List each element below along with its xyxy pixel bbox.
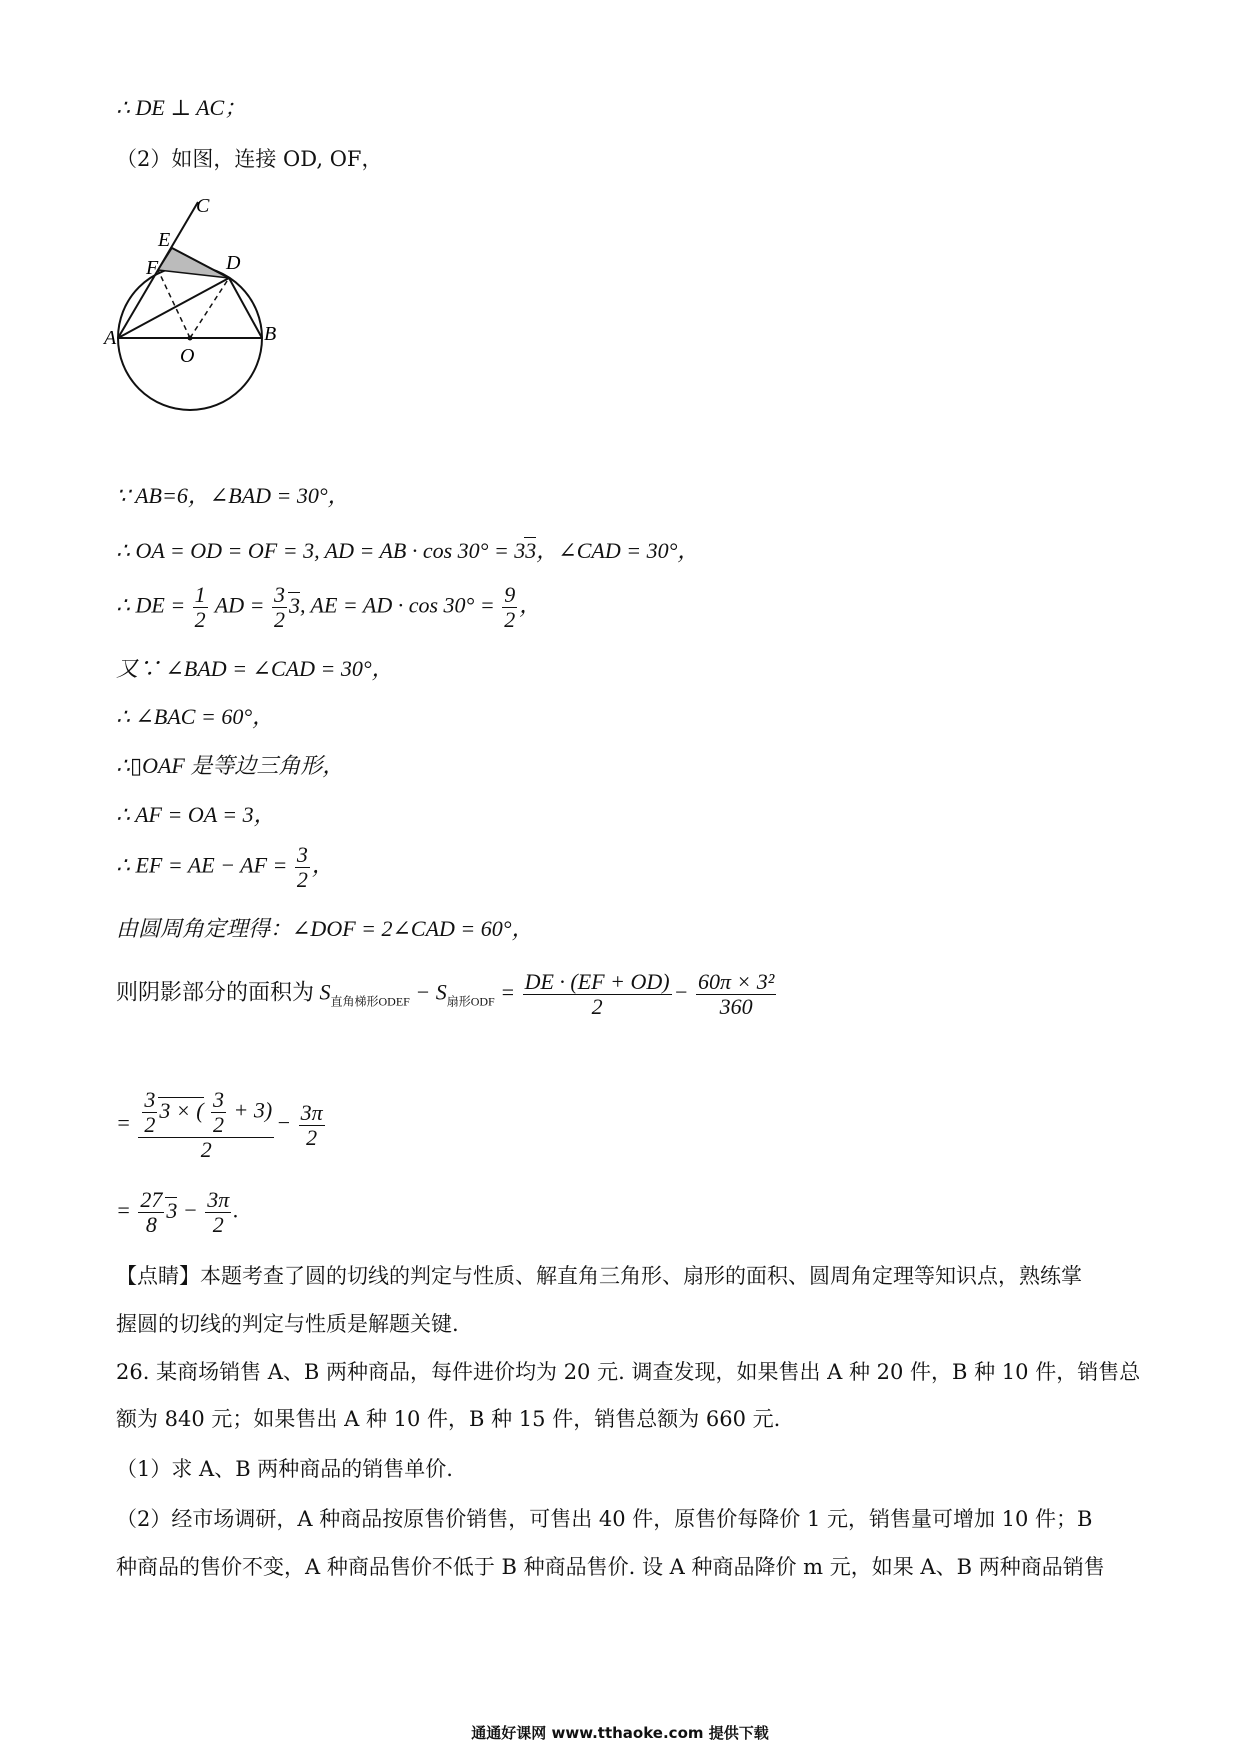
comment-line-1: 【点睛】本题考查了圆的切线的判定与性质、解直角三角形、扇形的面积、圆周角定理等知识点，熟练掌 [116,1264,1082,1288]
l5-part-b: AD = [214,592,265,618]
question-26-part-2-line-2: 种商品的售价不变，A 种商品售价不低于 B 种商品售价. 设 A 种商品降价 m 元，如果 A、B 两种商品销售 [116,1555,1105,1579]
label-e: E [158,229,171,251]
line-angle-equal: 又∵ ∠BAD = ∠CAD = 30°， [116,656,394,681]
frac-sector-area: $\frac{\text{60π × 3²}}{360}$ [697,969,775,1019]
line-ef [116,843,334,892]
frac-three-halves-inner: $\frac{3}{2}$ [213,1087,225,1137]
line-substitution: = $\frac{3}{2}$ 3 × ( $\frac{3}{2}$ + 3) 2 − $\frac{3\pi}{2}$ [116,1087,323,1162]
question-26-part-2-line-1: （2）经市场调研，A 种商品按原售价销售，可售出 40 件，原售价每降价 1 元，销售量可增加 10 件；B [116,1507,1093,1531]
line-equilateral: ∴▯OAF 是等边三角形， [116,753,345,778]
sqrt-3: 3 [525,538,537,563]
frac-three-halves: $\frac{3}{2}$ [296,842,308,892]
line-bac-60: ∴ ∠BAC = 60°， [116,704,275,729]
line-de-perp-ac: ∴ DE ⊥ AC； [116,95,247,120]
frac-27-over-8: $\frac{27}{8}$ [140,1187,163,1237]
l5-part-e: ， [519,592,542,618]
sqrt-3-times: 3 × ( [159,1097,204,1123]
center-dot [188,336,193,341]
label-o: O [180,345,195,367]
frac-substituted: $\frac{3}{2}$ 3 × ( $\frac{3}{2}$ + 3) 2 [138,1088,274,1162]
frac-trapezoid-area: $\frac{DE \cdot (EF + OD)}{2}$ [524,969,670,1019]
line-oa-ad [116,537,699,565]
dashed-of [158,270,190,338]
equals: = [116,1110,131,1136]
dashed-od [190,278,229,338]
sqrt-3: 3 [166,1197,178,1223]
frac-nine-halves: $\frac{9}{2}$ [504,582,516,632]
frac-three-halves: $\frac{3}{2}$ [273,582,285,632]
page-footer: 通通好课网 www.tthaoke.com 提供下载 [471,1724,769,1742]
label-b: B [264,323,277,345]
label-d: D [226,252,241,274]
subscript-sector: 扇形ODF [446,994,495,1009]
equals: = [116,1197,131,1223]
l5-part-d: , AE = AD · cos 30° = [299,592,495,618]
line-dof: 由圆周角定理得：∠DOF = 2∠CAD = 60°， [116,916,534,941]
line-part2-intro: （2）如图，连接 OD, OF， [116,147,383,171]
period: . [233,1197,239,1223]
l10-part-b: ， [311,852,334,878]
line-given: ∵ AB=6，∠BAD = 30°， [116,483,350,508]
question-26-part-1: （1）求 A、B 两种商品的销售单价. [116,1457,453,1481]
plus-3: + 3) [233,1097,273,1123]
line-area-formula: 则阴影部分的面积为 $S_{直角梯形ODEF} - S_{扇形ODF}$ = $\frac{DE \cdot (EF + OD)}{2}$ − $\frac{\text{60π × 3²}}{360}$ [116,969,775,1019]
minus: − [182,1197,204,1223]
question-26-line-1: 26. 某商场销售 A、B 两种商品，每件进价均为 20 元. 调查发现，如果售出 A 种 20 件，B 种 10 件，销售总 [116,1360,1141,1384]
l5-part-a: ∴ DE = [116,592,186,618]
frac-one-half: $\frac{1}{2}$ [194,582,206,632]
frac-3pi-over-2: $\frac{3\pi}{2}$ [300,1099,323,1150]
circle-geometry-figure [104,195,298,412]
line-af: ∴ AF = OA = 3， [116,802,276,827]
frac-three-halves: $\frac{3}{2}$ [144,1087,156,1137]
l12-label: 则阴影部分的面积为 [116,979,315,1005]
subscript-trapezoid: 直角梯形ODEF [330,994,410,1009]
frac-3pi-over-2: $\frac{3\pi}{2}$ [207,1187,230,1237]
s-symbol: S [319,979,331,1005]
line-db [229,278,262,338]
label-c: C [196,195,210,217]
l4-part-c: ，∠CAD = 30°， [536,538,700,563]
comment-line-2: 握圆的切线的判定与性质是解题关键. [116,1312,459,1336]
question-26-line-2: 额为 840 元；如果售出 A 种 10 件，B 种 15 件，销售总额为 660 元. [116,1407,781,1431]
minus-s: − S [409,979,447,1005]
label-f: F [146,257,159,279]
l4-part-a: ∴ OA = OD = OF = 3, AD = AB · cos 30° = 3 [116,538,526,563]
line-de-ae [116,583,541,632]
l10-part-a: ∴ EF = AE − AF = [116,852,288,878]
line-result [116,1188,239,1237]
label-a: A [104,327,117,349]
equals: = [494,979,516,1005]
sqrt-3: 3 [288,592,300,618]
